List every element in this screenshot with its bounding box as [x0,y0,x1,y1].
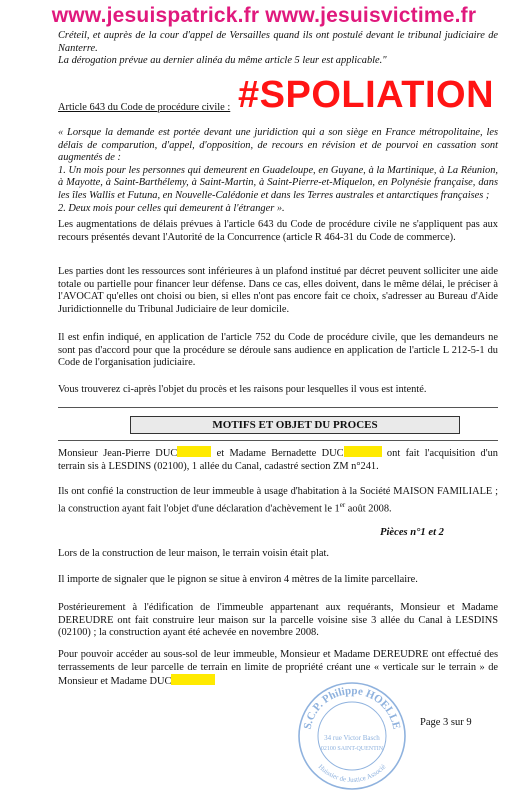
quote-top [58,30,498,68]
art643-item-2: 2. Deux mois pour celles qui demeurent à l'étranger ». [58,202,285,214]
paragraph-construction [58,486,498,516]
paragraph-art752: Il est enfin indiqué, en application de l'article 752 du Code de procédure civile, que les demandeurs ne sont pas d'accord pour que la procédure se déroule sans audience en application de l'article L 212-5-1 du Code de l'organisation judiciaire. [58,332,498,369]
art643-item-1: 1. Un mois pour les personnes qui demeurent en Guadeloupe, en Guyane, à la Martinique, à La Réunion, à Mayotte, à Saint-Barthélemy, à Saint-Martin, à Saint-Pierre-et-Miquelon, en Polynésie française, dans les îles Wallis et Futuna, en Nouvelle-Calédonie et dans les Terres australes et antarctiques françaises ; [58,164,498,201]
redaction-highlight [344,446,382,457]
stamp-ring-text: S.C.P. Philippe HOELLE [301,684,403,731]
stamp-address: 34 rue Victor Basch [324,734,380,742]
redaction-highlight [171,674,215,685]
art643-title: Article 643 du Code de procédure civile : [58,102,231,113]
sous-sol-text: Pour pouvoir accéder au sous-sol de leur immeuble, Monsieur et Madame DEREUDRE ont effectué des terrassements de leur parcelle de terrain en limite de propriété créant une « verticale sur le terrain » de Monsieur et Madame DUC [58,649,498,688]
paragraph-acquisition [58,446,498,473]
acq-text-a: Monsieur Jean-Pierre DUC [58,448,178,459]
confie-text-b: août 2008. [345,503,392,515]
paragraph-objet: Vous trouverez ci-après l'objet du procès et les raisons pour lesquelles il vous est intenté. [58,384,427,395]
paragraph-posterieurement: Postérieurement à l'édification de l'immeuble appartenant aux requérants, Monsieur et Madame DEREUDRE ont fait construire leur maison sur la parcelle voisine sise 3 allée du Canal à LESDINS (02100) ; la construction ayant été achevée en novembre 2008. [58,602,498,639]
art643-quote [58,127,498,215]
acq-text-b: et Madame Bernadette DUC [211,448,344,459]
paragraph-sous-sol [58,649,498,689]
paragraph-ressources: Les parties dont les ressources sont inférieures à un plafond institué par décret peuvent solliciter une aide totale ou partielle pour financer leur défense. Dans ce cas, elles doivent, dans le même délai, le préciser à l'AVOCAT qu'elles ont choisi ou bien, si elles n'ont pas encore fait ce choix, s'adresser au Bureau d'Aide Juridictionnelle du Tribunal Judiciaire de leur domicile. [58,266,498,315]
stamp-ring-bottom: Huissier de Justice Associé [316,762,388,785]
paragraph-pignon: Il importe de signaler que le pignon se situe à environ 4 mètres de la limite parcellaire. [58,574,418,585]
acq-text-c: ont fait l'acquisition d'un terrain sis à LESDINS (02100), 1 allée du Canal, cadastré section ZM n°241. [58,448,498,472]
stamp-city: 02100 SAINT-QUENTIN [320,746,384,752]
watermark-banner: www.jesuispatrick.fr www.jesuisvictime.fr [51,4,477,27]
paragraph-terrain-plat: Lors de la construction de leur maison, le terrain voisin était plat. [58,548,329,559]
redaction-highlight [177,446,211,457]
quote-top-line-2: La dérogation prévue au dernier alinéa du même article 5 leur est applicable." [58,55,387,67]
divider-top [58,407,498,408]
pieces-reference: Pièces n°1 et 2 [380,527,444,538]
divider-bottom [58,440,498,441]
spoliation-hashtag: #SPOLIATION [238,74,495,116]
confie-sup: er [339,500,346,509]
confie-text-a: Ils ont confié la construction de leur immeuble à usage d'habitation à la Société MAISON FAMILIALE ; la construction ayant fait l'objet d'une déclaration d'achèvement le 1 [58,486,498,515]
quote-top-line-1: Créteil, et auprès de la cour d'appel de Versailles quand ils ont postulé devant le tribunal judiciaire de Nanterre. [58,30,498,54]
page-number: Page 3 sur 9 [420,717,472,728]
bailiff-stamp [296,680,408,792]
art643-intro: « Lorsque la demande est portée devant une juridiction qui a son siège en France métropolitaine, les délais de comparution, d'appel, d'opposition, de recours en révision et de pourvoi en cassation sont augmentés de : [58,127,498,164]
paragraph-augmentations: Les augmentations de délais prévues à l'article 643 du Code de procédure civile ne s'appliquent pas aux recours présentés devant l'Autorité de la Concurrence (article R 464-31 du Code de commerce). [58,219,498,243]
section-title-motifs: MOTIFS ET OBJET DU PROCES [130,416,460,434]
